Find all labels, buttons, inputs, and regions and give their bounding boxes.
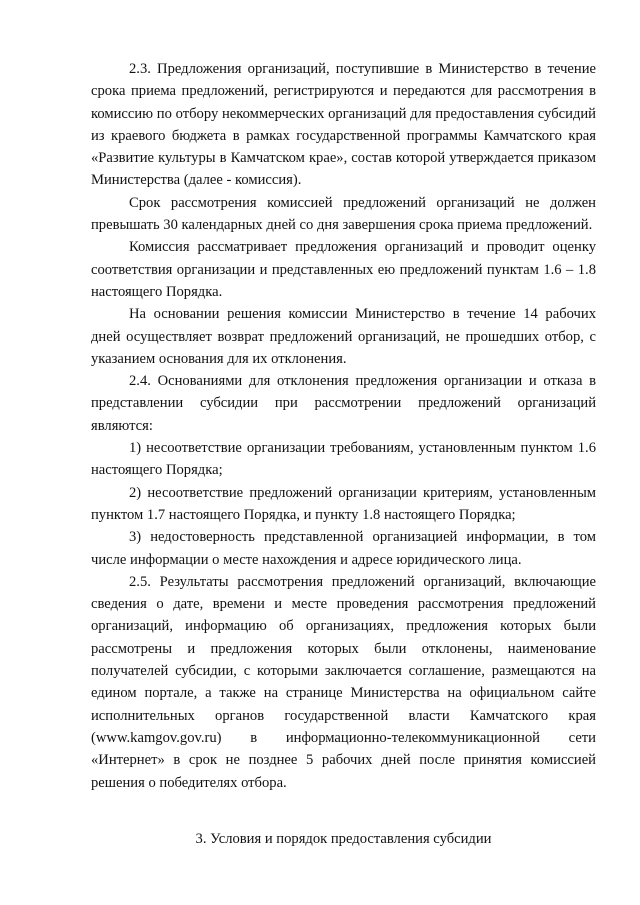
paragraph-review-term: Срок рассмотрения комиссией предложений организаций не должен превышать 30 календарных дней со дня завершения срока приема предложений. — [91, 194, 596, 234]
paragraph-commission-review: Комиссия рассматривает предложения организаций и проводит оценку соответствия организации и представленных ею предложений пунктам 1.6 – 1.8 настоящего Порядка. — [91, 239, 596, 300]
document-page — [91, 58, 596, 850]
paragraph-2-5: 2.5. Результаты рассмотрения предложений организаций, включающие сведения о дате, времени и месте проведения рассмотрения предложений организаций, информацию об организациях, предложения которых были рассмотрены и предложения которых были отклонены, наименование получателей субсидии, с которыми заключается соглашение, размещаются на едином портале, а также на странице Министерства на официальном сайте исполнительных органов государственной власти Камчатского края (www.kamgov.gov.ru) в информационно-телекоммуникационной сети «Интернет» в срок не позднее 5 рабочих дней после принятия комиссией решения о победителях отбора. — [91, 573, 596, 791]
paragraph-2-3: 2.3. Предложения организаций, поступившие в Министерство в течение срока приема предложений, регистрируются и передаются для рассмотрения в комиссию по отбору некоммерческих организаций для предоставления субсидий из краевого бюджета в рамках государственной программы Камчатского края «Развитие культуры в Камчатском крае», состав которой утверждается приказом Министерства (далее - комиссия). — [91, 61, 596, 189]
section-heading: 3. Условия и порядок предоставления субсидии — [195, 830, 492, 847]
list-item-2: 2) несоответствие предложений организации критериям, установленным пунктом 1.7 настоящего Порядка, и пункту 1.8 настоящего Порядка; — [91, 484, 596, 523]
paragraph-return-proposals: На основании решения комиссии Министерство в течение 14 рабочих дней осуществляет возврат предложений организаций, не прошедших отбор, с указанием основания для их отклонения. — [91, 306, 596, 367]
list-item-1: 1) несоответствие организации требованиям, установленным пунктом 1.6 настоящего Порядка; — [91, 440, 596, 479]
paragraph-2-4: 2.4. Основаниями для отклонения предложения организации и отказа в представлении субсидии при рассмотрении предложений организаций являются: — [91, 373, 596, 434]
list-item-3: 3) недостоверность представленной организацией информации, в том числе информации о месте нахождения и адресе юридического лица. — [91, 529, 596, 568]
